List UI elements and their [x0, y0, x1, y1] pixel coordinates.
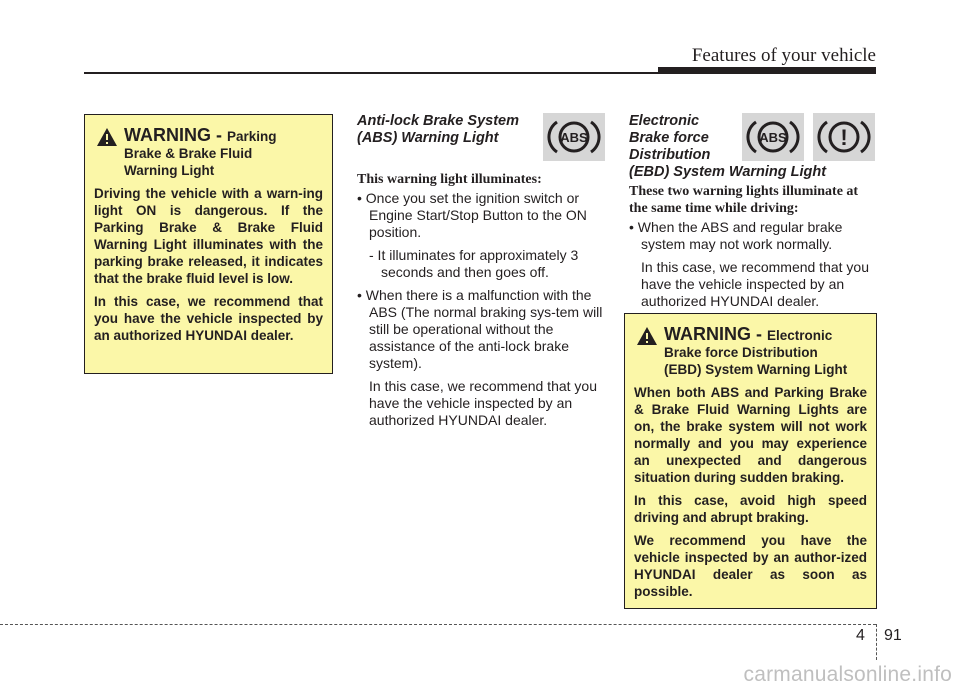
- warning-heading: [634, 326, 867, 378]
- brake-exclamation-icon: [813, 113, 875, 161]
- warning-paragraph: Driving the vehicle with a warn-ing light ON is dangerous. If the Parking Brake & Brake Fluid Warning Light illuminates with the parking brake released, it indicates that the brake fluid level is low.: [94, 186, 323, 286]
- abs-body: [357, 190, 605, 435]
- warning-triangle-icon: [96, 127, 118, 147]
- chapter-number: 4: [856, 627, 865, 644]
- list-item: • When the ABS and regular brake system may not work normally.: [629, 219, 843, 252]
- warning-subject-line2: Brake & Brake Fluid: [124, 146, 253, 161]
- footer-rule: [0, 624, 876, 625]
- warning-heading: [94, 127, 323, 179]
- abs-note: In this case, we recommend that you have the vehicle inspected by an authorized HYUNDAI dealer.: [369, 378, 597, 428]
- list-item: • Once you set the ignition switch or Engine Start/Stop Button to the ON position.: [357, 190, 587, 240]
- page-number: 91: [884, 627, 902, 644]
- ebd-lead-text: These two warning lights illuminate at the same time while driving:: [629, 184, 859, 216]
- svg-text:ABS: ABS: [560, 130, 588, 145]
- svg-text:ABS: ABS: [759, 130, 787, 145]
- warning-label: WARNING -: [124, 125, 227, 145]
- abs-warning-lamp: [742, 113, 804, 161]
- watermark: carmanualsonline.info: [743, 663, 952, 686]
- warning-subject: Electronic: [767, 328, 833, 343]
- ebd-section-title: Electronic Brake force Distribution (EBD) System Warning Light: [629, 113, 827, 180]
- svg-text:!: !: [840, 125, 848, 150]
- footer-divider: [876, 624, 877, 660]
- abs-warning-lamp: [543, 113, 605, 161]
- list-item: • When there is a malfunction with the ABS (The normal braking sys-tem will still be operational without the assistance of the anti-lock brake system).: [357, 287, 603, 371]
- abs-section-title: Anti-lock Brake System (ABS) Warning Light: [357, 113, 519, 146]
- abs-icon: [742, 113, 804, 161]
- ebd-warning-box: [624, 313, 877, 609]
- warning-paragraph: We recommend you have the vehicle inspected by an author-ized HYUNDAI dealer as soon as possible.: [634, 533, 867, 599]
- warning-label: WARNING -: [664, 324, 767, 344]
- abs-icon: [543, 113, 605, 161]
- brake-warning-lamp: [813, 113, 875, 161]
- warning-triangle-icon: [636, 326, 658, 346]
- warning-subject-line3: (EBD) System Warning Light: [664, 362, 848, 377]
- parking-brake-warning-box: [84, 114, 333, 374]
- abs-lead-text: This warning light illuminates:: [357, 172, 542, 187]
- ebd-note: In this case, we recommend that you have the vehicle inspected by an authorized HYUNDAI dealer.: [641, 259, 869, 309]
- warning-paragraph: In this case, avoid high speed driving and abrupt braking.: [634, 493, 867, 525]
- header-rule-accent: [658, 67, 876, 74]
- page-header-title: Features of your vehicle: [691, 45, 876, 66]
- warning-paragraph: In this case, we recommend that you have the vehicle inspected by an authorized HYUNDAI dealer.: [94, 294, 323, 343]
- list-item: - It illuminates for approximately 3 seconds and then goes off.: [369, 247, 579, 280]
- warning-subject-line3: Warning Light: [124, 163, 215, 178]
- warning-subject: Parking: [227, 129, 277, 144]
- ebd-body: [629, 219, 877, 316]
- warning-subject-line2: Brake force Distribution: [664, 345, 818, 360]
- warning-paragraph: When both ABS and Parking Brake & Brake Fluid Warning Lights are on, the brake system will not work normally and you may experience an unexpected and dangerous situation during sudden braking.: [634, 385, 867, 485]
